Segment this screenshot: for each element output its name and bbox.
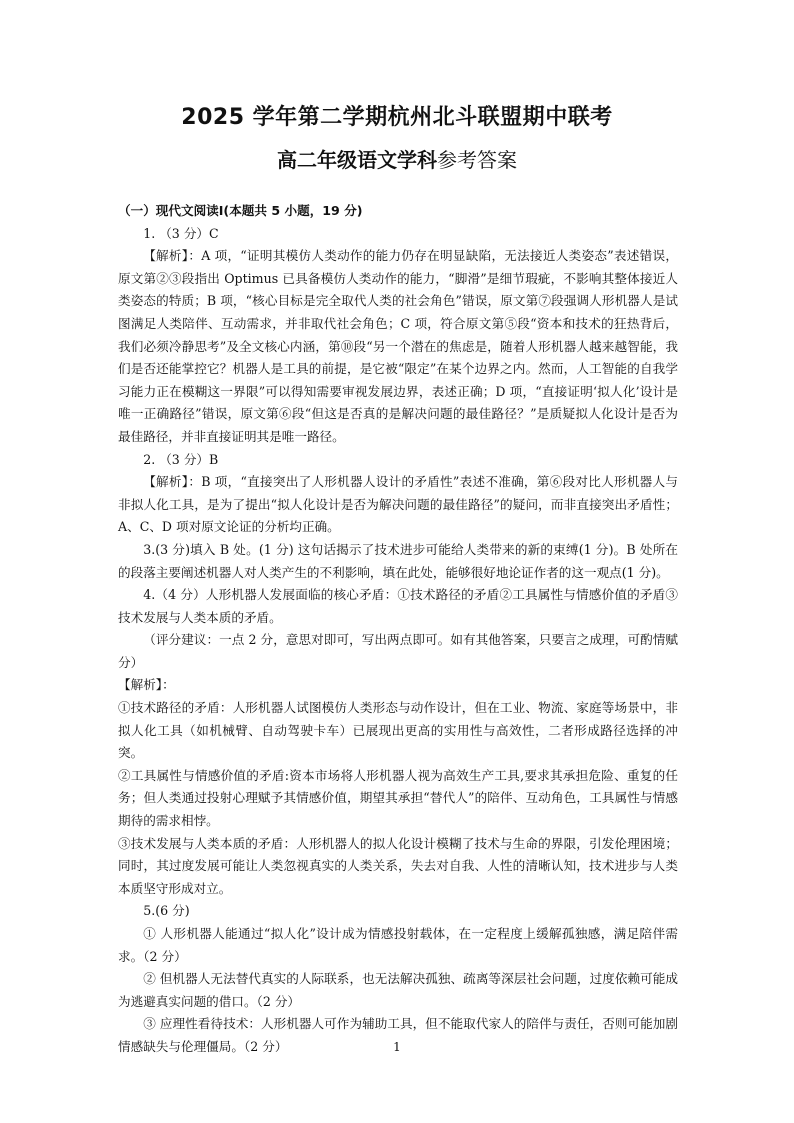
page-title: 2025 学年第二学期杭州北斗联盟期中联考 — [181, 105, 613, 130]
answer-q1: 1. （3 分）C — [143, 225, 219, 241]
answer-q4: 4.（4 分）人形机器人发展面临的核心矛盾：①技术路径的矛盾②工具属性与情感价值的矛盾③技术发展与人类本质的矛盾。 — [118, 587, 678, 625]
section-heading: （一）现代文阅读Ⅰ(本题共 5 小题，19 分) — [118, 203, 363, 218]
answer-q5-point2: ② 但机器人无法替代真实的人际联系，也无法解决孤独、疏离等深层社会问题，过度依赖可能成为逃避真实问题的借口。（2 分） — [118, 971, 678, 1009]
analysis-q1: 【解析】：A 项，“证明其模仿人类动作的能力仍存在明显缺陷，无法接近人类姿态”表述错误，原文第②③段指出 Optimus 已具备模仿人类动作的能力，“脚滑”是细节瑕疵，不影响其整体接近人类姿态的特质；B 项，“核心目标是完全取代人类的社会角色”错误，原文第⑦段强调人形机器人是试图满足人类陪伴、互动需求，并非取代社会角色；C 项，符合原文第⑤段“资本和技术的狂热背后，我们必须冷静思考”及全文核心内涵，第⑩段“另一个潜在的焦虑是，随着人形机器人越来越智能，我们是否还能掌控它？机器人是工具的前提，是它被“限定”在某个边界之内。然而，人工智能的自我学习能力正在模糊这一界限”可以得知需要审视发展边界，表述正确；D 项，“直接证明‘拟人化’设计是唯一正确路径”错误，原文第⑥段“但这是否真的是解决问题的最佳路径？”是质疑拟人化设计是否为最佳路径，并非直接证明其是唯一路径。 — [118, 248, 678, 444]
answer-q3: 3.(3 分)填入 B 处。(1 分) 这句话揭示了技术进步可能给人类带来的新的束缚(1 分)。B 处所在的段落主要阐述机器人对人类产生的不利影响，填在此处，能够很好地论证作者的这一观点(1 分)。 — [118, 541, 678, 580]
answer-q5-point1: ① 人形机器人能通过“拟人化”设计成为情感投射载体，在一定程度上缓解孤独感，满足陪伴需求。（2 分） — [118, 926, 678, 964]
analysis-label-q4: 【解析】： — [118, 677, 175, 693]
answer-q5: 5.(6 分) — [143, 903, 190, 919]
scoring-note-q4: （评分建议：一点 2 分，意思对即可，写出两点即可。如有其他答案，只要言之成理，可酌情赋分） — [118, 632, 678, 670]
subtitle-bold: 高二年级语文学科 — [277, 148, 437, 172]
page-subtitle — [0, 144, 794, 173]
analysis-q2: 【解析】：B 项，“直接突出了人形机器人设计的矛盾性”表述不准确，第⑥段对比人形机器人与非拟人化工具，是为了提出“拟人化设计是否为解决问题的最佳路径”的疑问，而非直接突出矛盾性；A、C、D 项对原文论证的分析均正确。 — [118, 474, 678, 535]
analysis-q4-point2: ②工具属性与情感价值的矛盾:资本市场将人形机器人视为高效生产工具,要求其承担危险、重复的任务；但人类通过投射心理赋予其情感价值，期望其承担“替代人”的陪伴、互动角色，工具属性与情感期待的需求相悖。 — [118, 767, 678, 829]
answer-q5-point3: ③ 应理性看待技术：人形机器人可作为辅助工具，但不能取代家人的陪伴与责任，否则可能加剧情感缺失与伦理僵局。（2 分） — [118, 1016, 678, 1054]
analysis-q4-point3: ③技术发展与人类本质的矛盾：人形机器人的拟人化设计模糊了技术与生命的界限，引发伦理困境；同时，其过度发展可能让人类忽视真实的人类关系，失去对自我、人性的清晰认知，技术进步与人类本质坚守形成对立。 — [118, 835, 678, 896]
answer-q2: 2. （3 分）B — [143, 451, 219, 467]
analysis-q4-point1: ①技术路径的矛盾：人形机器人试图模仿人类形态与动作设计，但在工业、物流、家庭等场景中，非拟人化工具（如机械臂、自动驾驶卡车）已展现出更高的实用性与高效性，二者形成路径选择的冲突。 — [118, 700, 678, 761]
subtitle-rest: 参考答案 — [437, 148, 517, 172]
page-number: 1 — [393, 1040, 401, 1054]
answer-content — [118, 200, 678, 1059]
